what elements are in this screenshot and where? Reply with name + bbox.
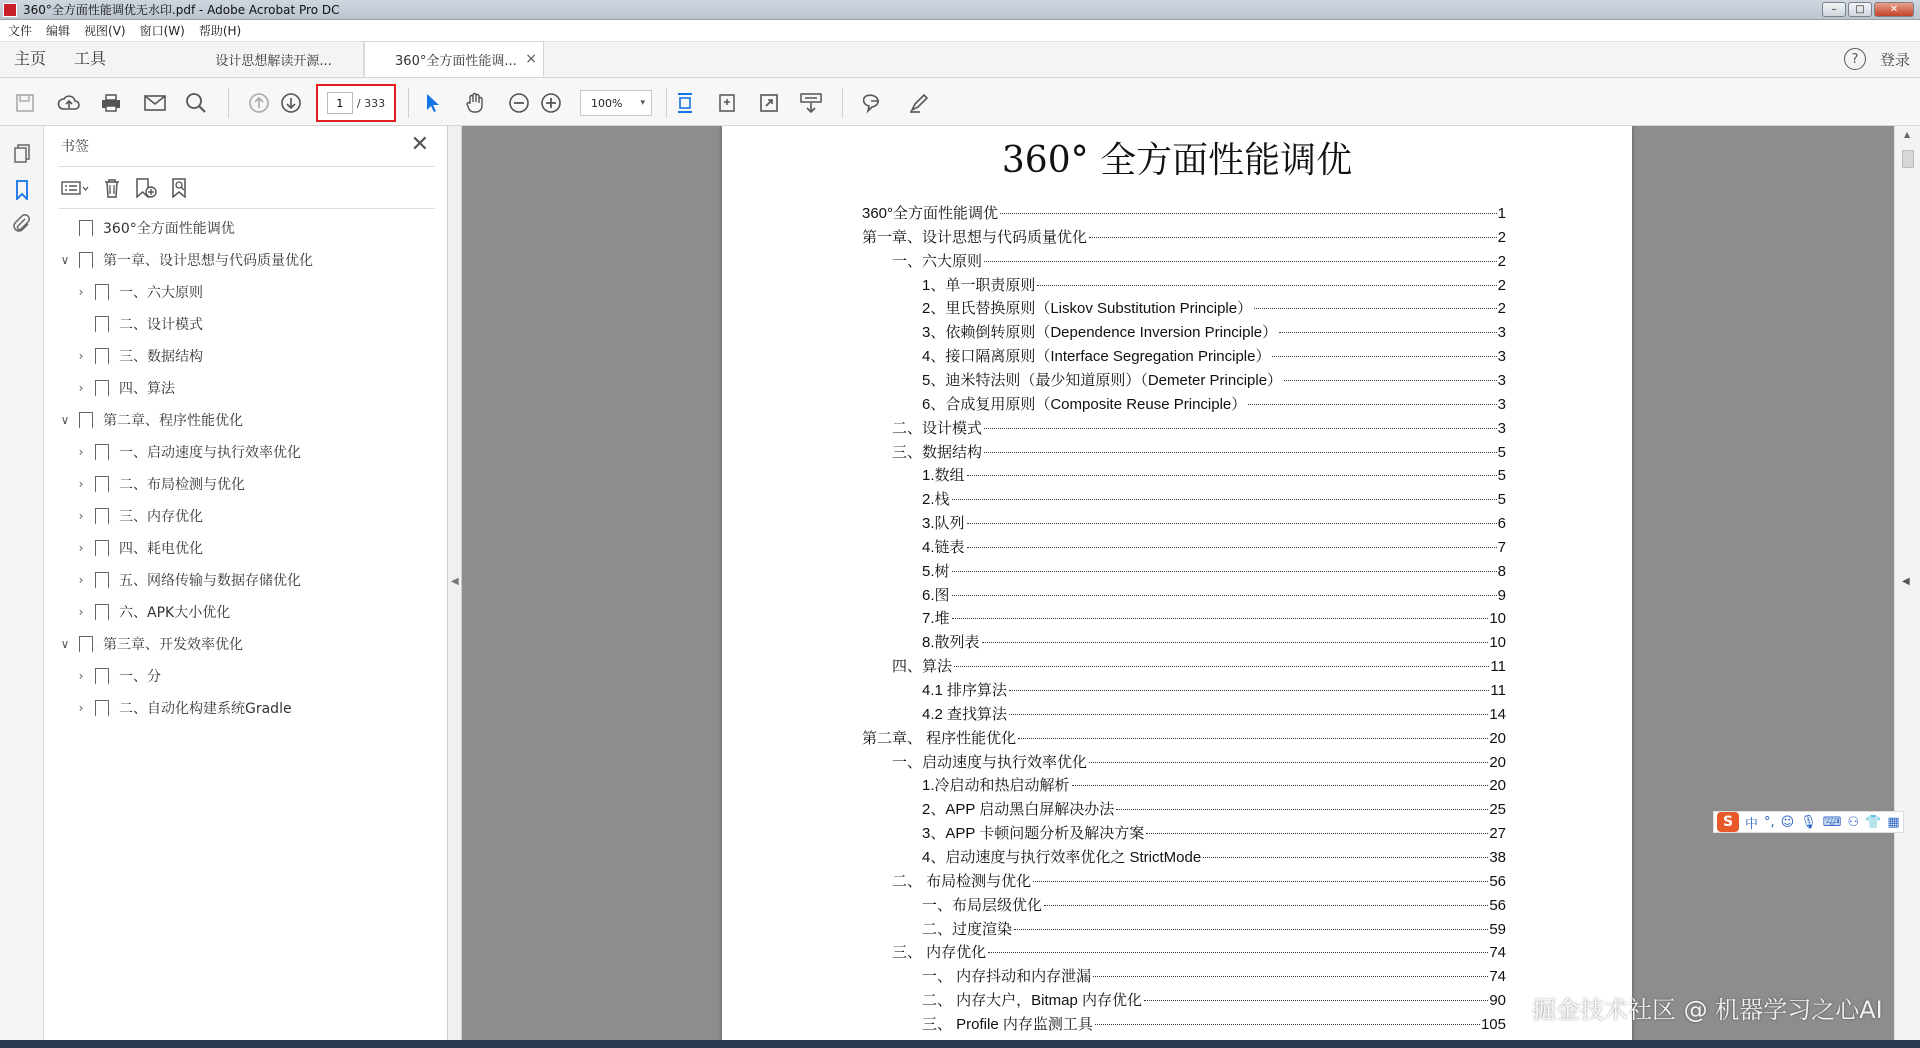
title-bar	[0, 0, 1920, 20]
chevron-right-icon[interactable]: ›	[78, 477, 84, 491]
bookmark-label: 360°全方面性能调优	[103, 221, 235, 237]
tab-tools[interactable]: 工具	[74, 49, 107, 68]
bookmark-item[interactable]	[57, 632, 243, 656]
ime-mode[interactable]: 中	[1745, 816, 1759, 832]
chevron-down-icon[interactable]: ∨	[60, 637, 70, 651]
toc-page-number: 56	[1489, 896, 1506, 914]
toc-entry[interactable]	[892, 250, 1506, 272]
upload-cloud-icon[interactable]	[56, 90, 82, 116]
toc-dot-leader	[952, 595, 1497, 596]
toc-entry[interactable]	[892, 441, 1506, 463]
bookmark-item[interactable]	[73, 568, 301, 592]
menu-help[interactable]: 帮助(H)	[198, 24, 242, 38]
toc-entry-text: 二、 布局检测与优化	[892, 872, 1032, 890]
toc-page-number: 3	[1497, 371, 1506, 389]
bookmark-label: 二、设计模式	[119, 317, 203, 333]
bookmark-item[interactable]	[57, 408, 243, 432]
toc-entry[interactable]	[922, 512, 1506, 534]
attachments-paperclip-icon[interactable]	[10, 212, 34, 236]
user-icon[interactable]: ⚇	[1847, 814, 1860, 830]
print-icon[interactable]	[98, 90, 124, 116]
toc-dot-leader	[1089, 762, 1488, 763]
toc-entry[interactable]	[922, 297, 1506, 319]
toc-entry[interactable]	[922, 369, 1506, 391]
toc-dot-leader	[954, 666, 1489, 667]
bookmark-item[interactable]	[73, 504, 203, 528]
toc-page-number: 11	[1490, 682, 1506, 699]
toc-entry-text: 4、启动速度与执行效率优化之 StrictMode	[922, 848, 1202, 866]
toc-entry[interactable]	[922, 321, 1506, 343]
toc-entry-text: 6.图	[922, 586, 950, 604]
toc-entry[interactable]	[862, 226, 1506, 248]
bookmark-icon	[95, 540, 109, 557]
main-toolbar	[0, 78, 1920, 126]
rotate-view-icon[interactable]	[714, 90, 740, 116]
bookmark-label: 二、自动化构建系统Gradle	[119, 701, 292, 717]
ime-punct[interactable]: °,	[1764, 814, 1775, 830]
toc-entry-text: 360°全方面性能调优	[862, 205, 999, 222]
toc-page-number: 2	[1497, 276, 1506, 294]
tab-home[interactable]: 主页	[14, 49, 47, 68]
toc-entry[interactable]	[922, 464, 1506, 486]
document-viewport[interactable]	[462, 126, 1894, 1048]
toc-entry[interactable]	[892, 417, 1506, 439]
zoom-in-icon[interactable]	[538, 90, 564, 116]
bookmark-label: 一、启动速度与执行效率优化	[119, 445, 301, 461]
bookmark-label: 四、算法	[119, 381, 175, 397]
keyboard-icon[interactable]: ⌨	[1822, 814, 1842, 830]
toc-page-number: 10	[1489, 610, 1506, 628]
toc-entry-text: 一、 内存抖动和内存泄漏	[922, 968, 1092, 986]
toc-dot-leader	[1000, 213, 1497, 214]
toc-dot-leader	[1009, 690, 1489, 691]
toc-entry-text: 一、启动速度与执行效率优化	[892, 753, 1088, 771]
toc-entry-text: 4、接口隔离原则（Interface Segregation Principle）	[922, 348, 1271, 366]
options-menu-icon[interactable]	[61, 179, 89, 202]
toc-entry-text: 1.数组	[922, 467, 965, 485]
tab-bar	[0, 42, 1920, 78]
bookmark-label: 三、数据结构	[119, 349, 203, 365]
expand-right-panel-icon[interactable]: ◀	[1902, 576, 1910, 587]
toc-entry[interactable]	[922, 894, 1506, 916]
toc-entry-text: 三、 内存优化	[892, 944, 987, 962]
toc-page-number: 27	[1489, 825, 1506, 843]
select-cursor-icon[interactable]	[420, 90, 446, 116]
panel-splitter[interactable]	[448, 126, 462, 1048]
toc-page-number: 2	[1497, 252, 1506, 270]
toc-entry-text: 3.队列	[922, 515, 965, 533]
hand-tool-icon[interactable]	[462, 90, 488, 116]
toc-dot-leader	[984, 428, 1497, 429]
bookmarks-header: 书签	[61, 139, 89, 155]
toc-dot-leader	[1248, 404, 1496, 405]
toc-entry-text: 二、过度渲染	[922, 920, 1013, 938]
toc-entry[interactable]	[922, 274, 1506, 296]
page-total: / 333	[356, 96, 386, 110]
toc-entry[interactable]	[922, 703, 1506, 725]
toc-page-number: 3	[1497, 419, 1506, 437]
toc-page-number: 1	[1497, 205, 1506, 222]
email-icon[interactable]	[142, 90, 168, 116]
menu-window[interactable]: 窗口(W)	[139, 24, 185, 38]
toc-page-number: 2	[1497, 300, 1506, 318]
doc-tab-2-label: 360°全方面性能调...	[395, 53, 517, 69]
bookmark-icon	[95, 476, 109, 493]
toc-entry[interactable]	[922, 965, 1506, 987]
toc-entry-text: 3、依赖倒转原则（Dependence Inversion Principle）	[922, 324, 1278, 342]
close-tab-icon[interactable]: ×	[525, 51, 538, 67]
emoji-icon[interactable]: ☺	[1780, 814, 1795, 830]
toc-page-number: 20	[1489, 777, 1506, 795]
toc-entry-text: 第二章、 程序性能优化	[862, 729, 1017, 747]
toc-page-number: 9	[1497, 586, 1506, 604]
toc-dot-leader	[1089, 237, 1497, 238]
toc-dot-leader	[1146, 833, 1488, 834]
bookmark-item[interactable]	[57, 216, 235, 240]
close-window-button[interactable]: ✕	[1874, 2, 1914, 17]
window-title: 360°全方面性能调优无水印.pdf - Adobe Acrobat Pro DC	[23, 3, 340, 17]
toc-entry[interactable]	[922, 798, 1506, 820]
toc-dot-leader	[1093, 976, 1488, 977]
toc-entry-text: 三、数据结构	[892, 443, 983, 461]
toc-page-number: 10	[1489, 634, 1506, 652]
bookmark-item[interactable]	[73, 440, 301, 464]
chevron-right-icon[interactable]: ›	[78, 605, 84, 619]
toc-page-number: 7	[1497, 538, 1506, 556]
help-icon[interactable]: ?	[1844, 48, 1866, 70]
toc-entry[interactable]	[922, 679, 1506, 701]
toc-dot-leader	[1044, 905, 1488, 906]
bookmark-icon	[95, 668, 109, 685]
toc-page-number: 38	[1489, 848, 1506, 866]
chevron-right-icon[interactable]: ›	[78, 573, 84, 587]
toc-entry[interactable]	[922, 918, 1506, 940]
toc-dot-leader	[1033, 881, 1488, 882]
toc-dot-leader	[952, 499, 1497, 500]
scroll-up-icon[interactable]: ▲	[1904, 130, 1911, 139]
toc-page-number: 105	[1480, 1015, 1506, 1033]
toc-dot-leader	[952, 618, 1489, 619]
toc-dot-leader	[1272, 356, 1496, 357]
toc-entry[interactable]	[892, 751, 1506, 773]
toc-dot-leader	[1203, 857, 1488, 858]
bookmark-search-icon[interactable]	[171, 178, 193, 203]
maximize-button[interactable]: □	[1848, 2, 1872, 17]
delete-icon[interactable]	[103, 178, 121, 203]
pdf-page	[722, 126, 1632, 1048]
toc-entry-text: 8.散列表	[922, 634, 980, 652]
toc-entry[interactable]	[862, 727, 1506, 749]
chevron-right-icon[interactable]: ›	[78, 381, 84, 395]
bookmark-label: 二、布局检测与优化	[119, 477, 245, 493]
toc-page-number: 74	[1489, 968, 1506, 986]
bookmark-icon	[95, 508, 109, 525]
toc-entry-text: 三、 Profile 内存监测工具	[922, 1015, 1093, 1033]
chevron-right-icon[interactable]: ›	[78, 349, 84, 363]
toc-dot-leader	[967, 475, 1497, 476]
toc-entry-text: 四、算法	[892, 658, 953, 676]
toc-entry-text: 5、迪米特法则（最少知道原则）（Demeter Principle）	[922, 371, 1283, 389]
watermark-text: 掘金技术社区 @ 机器学习之心AI	[1532, 996, 1883, 1024]
save-icon[interactable]	[12, 90, 38, 116]
toc-dot-leader	[1279, 332, 1497, 333]
acrobat-app-icon	[3, 3, 17, 17]
bookmarks-panel	[45, 126, 448, 1048]
bookmark-item[interactable]	[73, 376, 175, 400]
toc-entry[interactable]	[922, 989, 1506, 1011]
bookmark-item[interactable]	[73, 280, 203, 304]
os-taskbar	[0, 1040, 1920, 1048]
toc-entry[interactable]	[922, 345, 1506, 367]
toc-entry[interactable]	[922, 560, 1506, 582]
toc-page-number: 2	[1497, 228, 1506, 246]
toc-entry-text: 6、合成复用原则（Composite Reuse Principle）	[922, 395, 1247, 413]
toc-dot-leader	[1018, 738, 1488, 739]
toc-entry-text: 7.堆	[922, 610, 950, 628]
menu-view[interactable]: 视图(V)	[84, 24, 126, 38]
toc-page-number: 56	[1489, 872, 1506, 890]
bookmark-icon	[95, 316, 109, 333]
zoom-out-icon[interactable]	[506, 90, 532, 116]
vertical-scrollbar[interactable]	[1894, 126, 1920, 1048]
scrollbar-thumb[interactable]	[1902, 150, 1914, 168]
bookmark-item[interactable]	[73, 472, 245, 496]
login-link[interactable]: 登录	[1879, 50, 1910, 69]
toc-entry-text: 一、布局层级优化	[922, 896, 1043, 914]
toc-page-number: 11	[1490, 658, 1506, 676]
chevron-down-icon[interactable]: ∨	[60, 253, 70, 267]
next-page-icon[interactable]	[278, 90, 304, 116]
toc-entry-text: 第一章、设计思想与代码质量优化	[862, 228, 1088, 246]
bookmark-icon	[95, 284, 109, 301]
toc-entry[interactable]	[922, 774, 1506, 796]
menu-bar	[0, 20, 1920, 42]
bookmarks-panel-icon[interactable]	[10, 178, 34, 202]
toc-entry-text: 一、六大原则	[892, 252, 983, 270]
toc-dot-leader	[1284, 380, 1497, 381]
toc-entry[interactable]	[892, 870, 1506, 892]
bookmark-icon	[95, 604, 109, 621]
toc-dot-leader	[1254, 308, 1497, 309]
bookmark-item[interactable]	[73, 696, 292, 720]
toc-page-number: 20	[1489, 729, 1506, 747]
toc-entry-text: 1.冷启动和热启动解析	[922, 777, 1070, 795]
zoom-value: 100%	[591, 96, 623, 110]
previous-page-icon[interactable]	[246, 90, 272, 116]
fit-page-scroll-icon[interactable]	[672, 90, 698, 116]
chevron-right-icon[interactable]: ›	[78, 669, 84, 683]
chevron-down-icon[interactable]: ∨	[60, 413, 70, 427]
toc-page-number: 5	[1497, 467, 1506, 485]
toc-dot-leader	[982, 642, 1489, 643]
bookmark-icon	[95, 444, 109, 461]
ime-toolbar[interactable]	[1713, 811, 1904, 833]
toc-entry-text: 2、APP 启动黑白屏解决办法	[922, 801, 1115, 819]
toc-entry-text: 4.2 查找算法	[922, 705, 1008, 723]
toc-entry[interactable]	[922, 488, 1506, 510]
toc-page-number: 8	[1497, 562, 1506, 580]
toc-page-number: 59	[1489, 920, 1506, 938]
scroll-mode-icon[interactable]	[798, 90, 824, 116]
chevron-right-icon[interactable]: ›	[78, 509, 84, 523]
toc-page-number: 5	[1497, 443, 1506, 461]
toc-page-number: 6	[1497, 515, 1506, 533]
toc-entry[interactable]	[922, 822, 1506, 844]
toc-page-number: 25	[1489, 801, 1506, 819]
bookmark-label: 第一章、设计思想与代码质量优化	[103, 253, 313, 269]
bookmark-item[interactable]	[73, 344, 203, 368]
document-title: 360° 全方面性能调优	[1001, 140, 1353, 181]
toc-entry[interactable]	[922, 631, 1506, 653]
doc-tab-2[interactable]	[364, 41, 544, 77]
bookmark-icon	[79, 220, 93, 237]
bookmark-label: 一、分	[119, 669, 161, 685]
toc-entry-text: 4.链表	[922, 538, 965, 556]
toc-dot-leader	[984, 452, 1497, 453]
toc-dot-leader	[1116, 809, 1488, 810]
toc-page-number: 5	[1497, 491, 1506, 509]
bookmark-icon	[79, 252, 93, 269]
full-screen-icon[interactable]	[756, 90, 782, 116]
zoom-dropdown[interactable]	[580, 90, 652, 116]
toc-entry-text: 1、单一职责原则	[922, 276, 1036, 294]
toc-dot-leader	[1009, 714, 1488, 715]
toc-dot-leader	[988, 952, 1488, 953]
toc-page-number: 74	[1489, 944, 1506, 962]
chevron-right-icon[interactable]: ›	[78, 701, 84, 715]
bookmark-label: 五、网络传输与数据存储优化	[119, 573, 301, 589]
bookmark-label: 一、六大原则	[119, 285, 203, 301]
chevron-right-icon[interactable]: ›	[78, 445, 84, 459]
minimize-button[interactable]: –	[1822, 2, 1846, 17]
toc-entry-text: 3、APP 卡顿问题分析及解决方案	[922, 825, 1145, 843]
toc-dot-leader	[952, 571, 1497, 572]
page-number-input[interactable]	[327, 92, 353, 114]
bookmark-label: 四、耗电优化	[119, 541, 203, 557]
bookmark-item[interactable]	[73, 664, 161, 688]
toc-entry[interactable]	[922, 536, 1506, 558]
grid-menu-icon[interactable]: ▦	[1887, 814, 1900, 830]
toc-dot-leader	[1095, 1024, 1480, 1025]
collapse-panel-icon[interactable]: ◀	[451, 576, 459, 587]
toc-dot-leader	[1014, 929, 1488, 930]
close-panel-icon[interactable]: ✕	[410, 132, 429, 157]
toc-entry[interactable]	[862, 202, 1506, 224]
toc-entry[interactable]	[922, 1013, 1506, 1035]
toc-entry[interactable]	[892, 941, 1506, 963]
search-icon[interactable]	[183, 90, 209, 116]
doc-tab-1[interactable]	[184, 41, 364, 77]
toc-page-number: 20	[1489, 753, 1506, 771]
chevron-right-icon[interactable]: ›	[78, 541, 84, 555]
chevron-down-icon: ▾	[640, 98, 645, 108]
chevron-right-icon[interactable]: ›	[78, 285, 84, 299]
new-bookmark-icon[interactable]	[135, 178, 157, 203]
highlight-pen-icon[interactable]	[906, 90, 932, 116]
toc-dot-leader	[967, 523, 1497, 524]
toc-entry[interactable]	[892, 655, 1506, 677]
page-navigation	[316, 84, 396, 122]
toc-entry-text: 二、 内存大户，Bitmap 内存优化	[922, 992, 1143, 1010]
toc-dot-leader	[1144, 1000, 1488, 1001]
skin-shirt-icon[interactable]: 👕	[1865, 814, 1882, 830]
page-thumbnails-icon[interactable]	[10, 142, 34, 166]
toc-page-number: 3	[1497, 395, 1506, 413]
toc-page-number: 14	[1489, 705, 1506, 723]
bookmark-icon	[95, 572, 109, 589]
toc-entry-text: 2.栈	[922, 491, 950, 509]
toc-entry-text: 4.1 排序算法	[922, 682, 1008, 699]
doc-tab-1-label: 设计思想解读开源...	[215, 53, 332, 69]
menu-edit[interactable]: 编辑	[46, 24, 71, 38]
bookmark-icon	[95, 700, 109, 717]
toc-dot-leader	[1072, 785, 1489, 786]
toc-dot-leader	[1037, 285, 1496, 286]
menu-file[interactable]: 文件	[8, 24, 33, 38]
bookmark-item[interactable]	[73, 536, 203, 560]
sogou-ime-logo: S	[1717, 812, 1739, 832]
microphone-icon[interactable]: 🎙	[1800, 814, 1817, 830]
bookmark-label: 第二章、程序性能优化	[103, 413, 243, 429]
toc-page-number: 3	[1497, 348, 1506, 366]
bookmark-label: 三、内存优化	[119, 509, 203, 525]
toc-entry-text: 5.树	[922, 562, 950, 580]
comment-icon[interactable]	[862, 90, 888, 116]
toc-page-number: 90	[1489, 992, 1506, 1010]
toc-dot-leader	[984, 261, 1497, 262]
toc-dot-leader	[967, 547, 1497, 548]
bookmark-label: 六、APK大小优化	[119, 605, 231, 621]
toc-entry[interactable]	[922, 393, 1506, 415]
bookmark-item[interactable]	[57, 248, 313, 272]
toc-entry-text: 二、设计模式	[892, 419, 983, 437]
bookmark-icon	[79, 636, 93, 653]
toc-page-number: 3	[1497, 324, 1506, 342]
bookmark-item[interactable]	[73, 312, 203, 336]
bookmark-icon	[95, 348, 109, 365]
toc-entry[interactable]	[922, 607, 1506, 629]
toc-entry[interactable]	[922, 584, 1506, 606]
bookmark-item[interactable]	[73, 600, 230, 624]
bookmark-icon	[95, 380, 109, 397]
bookmark-icon	[79, 412, 93, 429]
toc-entry-text: 2、里氏替换原则（Liskov Substitution Principle）	[922, 300, 1253, 318]
toc-entry[interactable]	[922, 846, 1506, 868]
bookmark-label: 第三章、开发效率优化	[103, 637, 243, 653]
navigation-rail	[0, 126, 44, 1048]
